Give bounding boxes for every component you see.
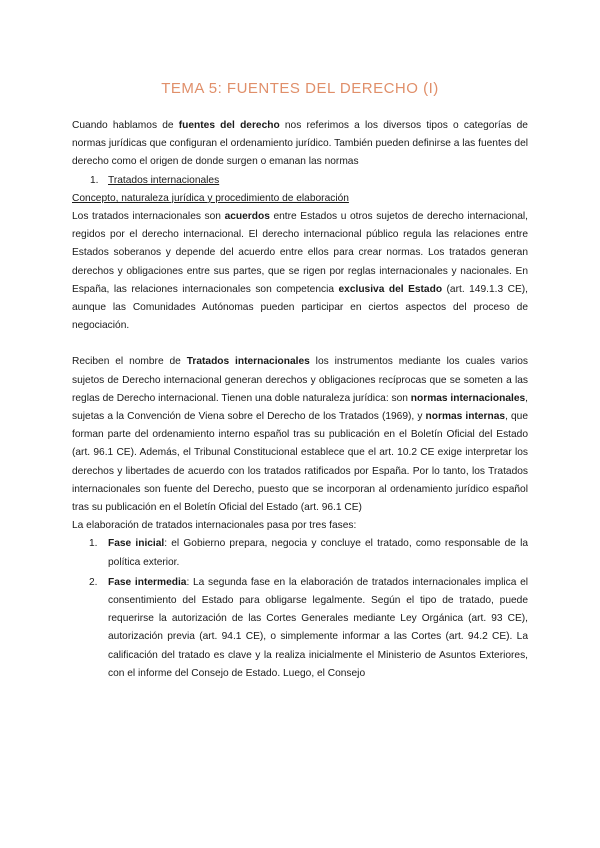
p1-text-3: (art. 149.1.3 CE), aunque las Comunidades Autónomas pueden participar en ciertos aspectos del proceso de negociación. <box>72 283 528 332</box>
list-number: 1. <box>89 538 98 550</box>
p2-text-1: Reciben el nombre de <box>72 356 187 368</box>
paragraph-gap <box>72 335 528 353</box>
p1-text-1: Los tratados internacionales son <box>72 211 225 223</box>
intro-text-1: Cuando hablamos de <box>72 120 179 131</box>
list-number: 2. <box>89 576 98 588</box>
phase-label: Fase intermedia <box>108 576 187 588</box>
paragraph-1 <box>72 208 528 335</box>
list-text <box>108 535 528 571</box>
section-label: Tratados internacionales <box>108 174 220 186</box>
paragraph-2 <box>72 353 528 517</box>
intro-text-2: nos referimos a los diversos tipos o categorías de normas jurídicas que configuran el ordenamiento jurídico. También pueden definirse a las fuentes del derecho como el origen de donde surgen o emanan las normas <box>72 120 528 168</box>
phase-label: Fase inicial <box>108 538 165 550</box>
list-item <box>72 574 528 683</box>
p1-text-2: entre Estados u otros sujetos de derecho internacional, regidos por el derecho internacional. El derecho internacional público regula las relaciones entre Estados soberanos y depende del acuerdo entre ellos para crear normas. Los tratados generan derechos y obligaciones entre sus partes, que se rigen por reglas internacionales y nacionales. En España, las relaciones internacionales son competencia <box>72 211 529 295</box>
page-title: TEMA 5: FUENTES DEL DERECHO (I) <box>161 80 439 97</box>
phase-text: : La segunda fase en la elaboración de tratados internacionales implica el consentimiento del Estado para obligarse legalmente. Según el tipo de tratado, puede requerirse la autorización de las Cortes Generales mediante Ley Orgánica (art. 93 CE), autorización previa (art. 94.1 CE), o simplemente informar a las Cortes (art. 94.2 CE). La calificación del tratado es clave y la realiza inicialmente el Ministerio de Asuntos Exteriores, con el informe del Consejo de Estado. Luego, el Consejo <box>108 576 528 679</box>
subheading: Concepto, naturaleza jurídica y procedimiento de elaboración <box>72 192 349 204</box>
phases-list <box>72 535 528 683</box>
list-item <box>72 535 528 571</box>
p2-bold-1: Tratados internacionales <box>186 356 310 368</box>
phases-intro: La elaboración de tratados internacionales pasa por tres fases: <box>72 520 357 532</box>
intro-paragraph <box>72 117 528 172</box>
section-heading-1 <box>72 172 528 190</box>
p2-text-4: , que forman parte del ordenamiento interno español tras su publicación en el Boletín Oficial del Estado (art. 96.1 CE). Además, el Tribunal Constitucional establece que el art. 10.2 CE exige interpretar los derechos y libertades de acuerdo con los tratados ratificados por España. Por lo tanto, los Tratados internacionales son fuente del Derecho, puesto que se incorporan al ordenamiento jurídico español tras su publicación en el Boletín Oficial del Estado (art. 96.1 CE) <box>72 411 528 514</box>
p2-text-3: , sujetas a la Convención de Viena sobre el Derecho de los Tratados (1969), y <box>72 392 529 423</box>
p2-text-2: los instrumentos mediante los cuales varios sujetos de Derecho internacional generan derechos y obligaciones recíprocas que se someten a las reglas de Derecho internacional. Tienen una doble naturaleza jurídica: son <box>72 356 528 404</box>
list-text <box>108 574 528 683</box>
p2-bold-2: normas internacionales <box>410 392 526 404</box>
p2-bold-3: normas internas <box>425 411 506 423</box>
intro-bold-term: fuentes del derecho <box>178 120 280 131</box>
p1-bold-1: acuerdos <box>224 211 270 223</box>
p1-bold-2: exclusiva del Estado <box>338 283 443 295</box>
phase-text: : el Gobierno prepara, negocia y concluye el tratado, como responsable de la política exterior. <box>108 538 528 568</box>
section-number: 1. <box>90 174 99 186</box>
